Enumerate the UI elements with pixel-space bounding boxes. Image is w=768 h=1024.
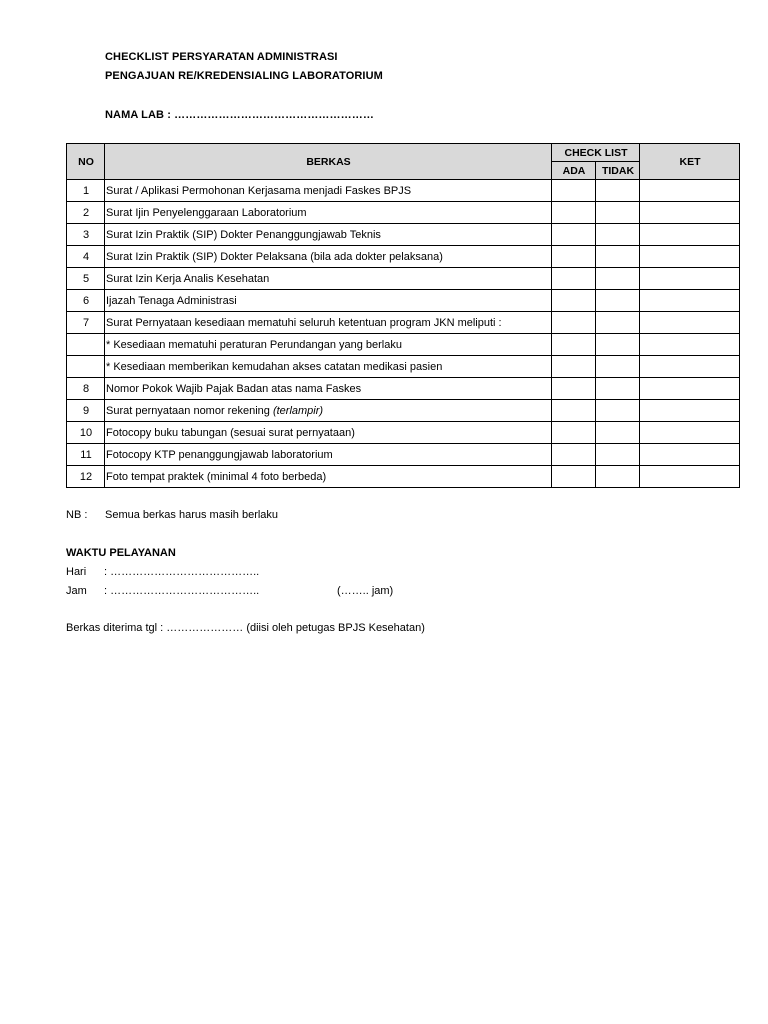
ket-cell[interactable] [640, 422, 740, 444]
tidak-checkbox-cell[interactable] [596, 202, 640, 224]
row-berkas-text: Surat Ijin Penyelenggaraan Laboratorium [106, 206, 307, 219]
tidak-checkbox-cell[interactable] [596, 334, 640, 356]
table-row [67, 290, 740, 312]
ada-checkbox-cell[interactable] [552, 444, 596, 466]
row-berkas [105, 466, 552, 488]
row-number: 5 [67, 268, 105, 290]
row-berkas [105, 224, 552, 246]
row-berkas [105, 268, 552, 290]
table-row [67, 400, 740, 422]
ada-checkbox-cell[interactable] [552, 466, 596, 488]
ket-cell[interactable] [640, 444, 740, 466]
row-number: 2 [67, 202, 105, 224]
tidak-checkbox-cell[interactable] [596, 290, 640, 312]
ket-cell[interactable] [640, 466, 740, 488]
table-row [67, 356, 740, 378]
tidak-checkbox-cell[interactable] [596, 246, 640, 268]
ada-checkbox-cell[interactable] [552, 334, 596, 356]
ada-checkbox-cell[interactable] [552, 378, 596, 400]
tidak-checkbox-cell[interactable] [596, 466, 640, 488]
row-number: 11 [67, 444, 105, 466]
ket-cell[interactable] [640, 290, 740, 312]
ada-checkbox-cell[interactable] [552, 422, 596, 444]
row-number: 10 [67, 422, 105, 444]
table-row [67, 378, 740, 400]
tidak-checkbox-cell[interactable] [596, 422, 640, 444]
ket-cell[interactable] [640, 180, 740, 202]
row-berkas [105, 422, 552, 444]
table-row [67, 246, 740, 268]
doc-title-line2: PENGAJUAN RE/KREDENSIALING LABORATORIUM [105, 70, 383, 82]
row-berkas [105, 180, 552, 202]
row-berkas-text: Surat pernyataan nomor rekening [106, 404, 273, 417]
nama-lab-field: NAMA LAB : ……………………………………………… [105, 109, 374, 121]
row-berkas-text: Ijazah Tenaga Administrasi [106, 294, 237, 307]
jam-label: Jam [66, 585, 87, 597]
row-number: 1 [67, 180, 105, 202]
row-berkas [105, 246, 552, 268]
hari-field: : ………………………………….. [104, 566, 260, 578]
row-number: 8 [67, 378, 105, 400]
row-number: 12 [67, 466, 105, 488]
row-berkas [105, 290, 552, 312]
row-berkas [105, 312, 552, 334]
table-row [67, 466, 740, 488]
ada-checkbox-cell[interactable] [552, 400, 596, 422]
row-berkas-text: Fotocopy KTP penanggungjawab laboratorium [106, 448, 333, 461]
tidak-checkbox-cell[interactable] [596, 312, 640, 334]
ada-checkbox-cell[interactable] [552, 246, 596, 268]
table-row [67, 422, 740, 444]
ket-cell[interactable] [640, 356, 740, 378]
row-number: 6 [67, 290, 105, 312]
ada-checkbox-cell[interactable] [552, 202, 596, 224]
row-number: 7 [67, 312, 105, 334]
ada-checkbox-cell[interactable] [552, 180, 596, 202]
ket-cell[interactable] [640, 246, 740, 268]
tidak-checkbox-cell[interactable] [596, 356, 640, 378]
row-berkas-text: Foto tempat praktek (minimal 4 foto berbeda) [106, 470, 327, 483]
ada-checkbox-cell[interactable] [552, 224, 596, 246]
ket-cell[interactable] [640, 224, 740, 246]
row-berkas [105, 378, 552, 400]
row-berkas-text: Surat Izin Praktik (SIP) Dokter Penanggungjawab Teknis [106, 228, 381, 241]
ket-cell[interactable] [640, 268, 740, 290]
header-tidak: TIDAK [596, 162, 640, 180]
header-checklist: CHECK LIST [552, 144, 640, 162]
tidak-checkbox-cell[interactable] [596, 180, 640, 202]
table-row [67, 444, 740, 466]
row-berkas-text: * Kesediaan memberikan kemudahan akses catatan medikasi pasien [106, 360, 443, 373]
row-berkas [105, 444, 552, 466]
jam-field: : ………………………………….. [104, 585, 260, 597]
table-row [67, 180, 740, 202]
ket-cell[interactable] [640, 334, 740, 356]
header-ket: KET [640, 144, 740, 180]
tidak-checkbox-cell[interactable] [596, 224, 640, 246]
table-row [67, 312, 740, 334]
row-berkas-note: (terlampir) [272, 404, 324, 417]
table-row [67, 202, 740, 224]
row-berkas [105, 400, 552, 422]
table-row [67, 268, 740, 290]
nb-text: Semua berkas harus masih berlaku [105, 509, 279, 521]
hari-label: Hari [66, 566, 87, 578]
ada-checkbox-cell[interactable] [552, 356, 596, 378]
row-number: 9 [67, 400, 105, 422]
waktu-pelayanan-title: WAKTU PELAYANAN [66, 547, 176, 559]
row-number [67, 356, 105, 378]
nb-label: NB : [66, 509, 88, 521]
ket-cell[interactable] [640, 400, 740, 422]
ada-checkbox-cell[interactable] [552, 268, 596, 290]
row-berkas-text: * Kesediaan mematuhi peraturan Perundangan yang berlaku [106, 338, 402, 351]
doc-title-line1: CHECKLIST PERSYARATAN ADMINISTRASI [105, 51, 338, 63]
ket-cell[interactable] [640, 202, 740, 224]
row-berkas-text: Surat Izin Kerja Analis Kesehatan [106, 272, 270, 285]
row-berkas [105, 356, 552, 378]
ada-checkbox-cell[interactable] [552, 312, 596, 334]
jam-unit: (…….. jam) [337, 585, 394, 597]
tidak-checkbox-cell[interactable] [596, 378, 640, 400]
row-berkas [105, 334, 552, 356]
row-berkas-text: Surat / Aplikasi Permohonan Kerjasama menjadi Faskes BPJS [106, 184, 412, 197]
header-berkas: BERKAS [105, 144, 552, 180]
row-berkas-text: Surat Izin Praktik (SIP) Dokter Pelaksana (bila ada dokter pelaksana) [106, 250, 443, 263]
row-berkas-text: Fotocopy buku tabungan (sesuai surat pernyataan) [106, 426, 355, 439]
table-row [67, 224, 740, 246]
tidak-checkbox-cell[interactable] [596, 400, 640, 422]
row-number [67, 334, 105, 356]
header-no: NO [67, 144, 105, 180]
checklist-rows [67, 180, 740, 488]
tidak-checkbox-cell[interactable] [596, 444, 640, 466]
header-ada: ADA [552, 162, 596, 180]
table-row [67, 334, 740, 356]
row-berkas-text: Nomor Pokok Wajib Pajak Badan atas nama Faskes [106, 382, 362, 395]
row-number: 3 [67, 224, 105, 246]
row-berkas [105, 202, 552, 224]
row-berkas-text: Surat Pernyataan kesediaan mematuhi seluruh ketentuan program JKN meliputi : [106, 316, 502, 329]
row-number: 4 [67, 246, 105, 268]
ada-checkbox-cell[interactable] [552, 290, 596, 312]
berkas-diterima: Berkas diterima tgl : ………………… (diisi oleh petugas BPJS Kesehatan) [66, 622, 425, 634]
tidak-checkbox-cell[interactable] [596, 268, 640, 290]
ket-cell[interactable] [640, 378, 740, 400]
checklist-table [66, 143, 740, 488]
ket-cell[interactable] [640, 312, 740, 334]
